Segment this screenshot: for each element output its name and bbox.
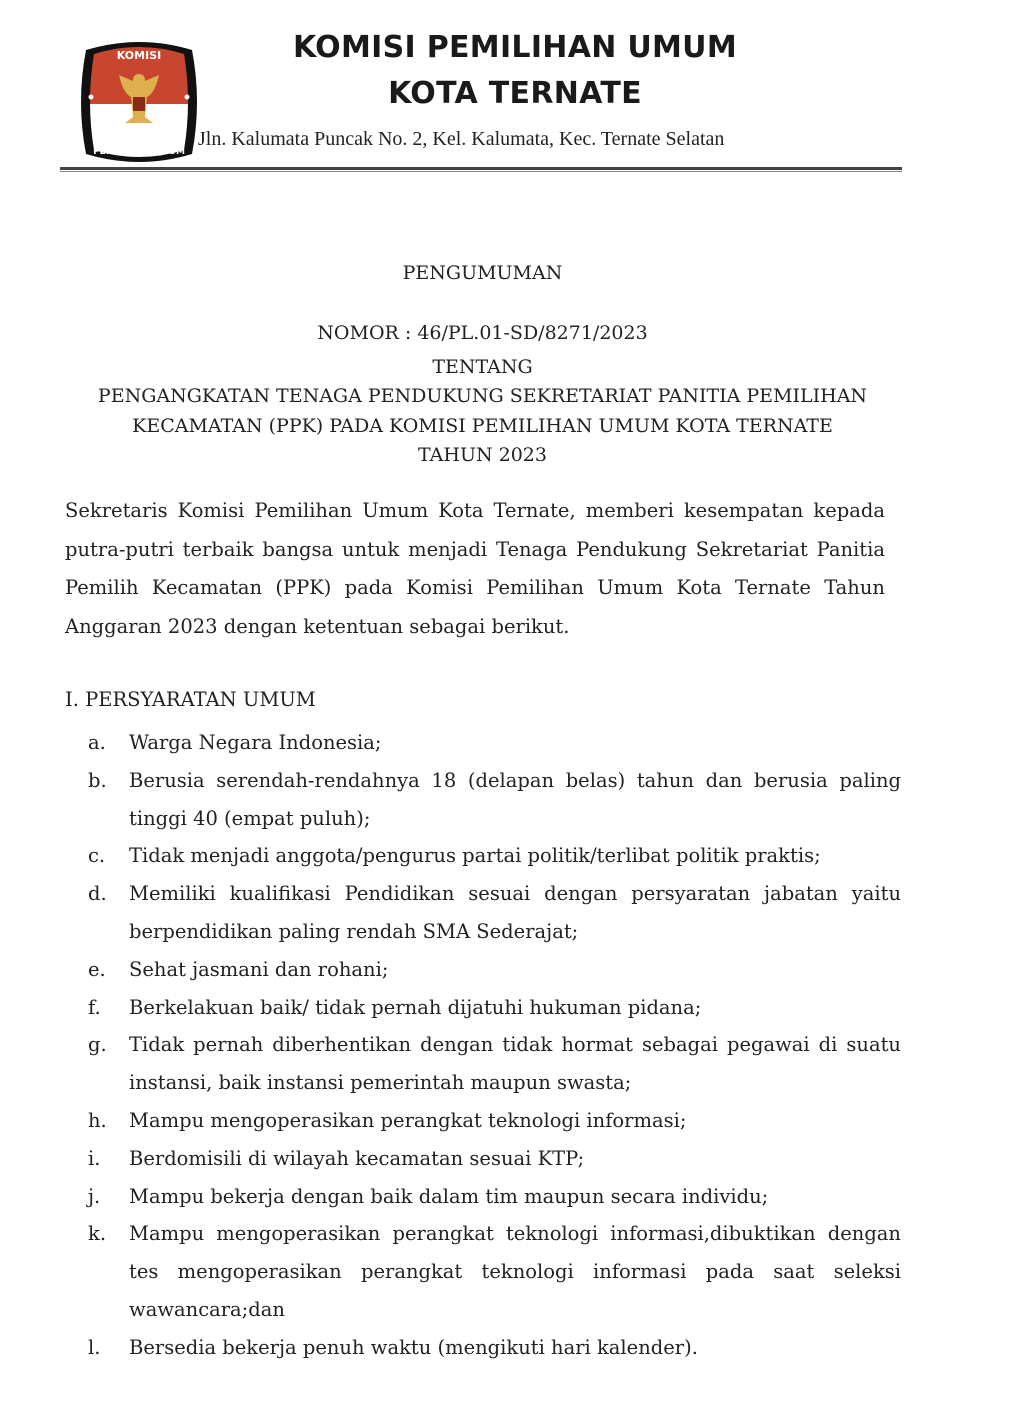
list-item <box>88 1102 901 1140</box>
doc-subject-line: KECAMATAN (PPK) PADA KOMISI PEMILIHAN UMUM KOTA TERNATE <box>132 415 833 437</box>
list-item <box>88 951 901 989</box>
item-text: Mampu bekerja dengan baik dalam tim maupun secara individu; <box>129 1184 769 1208</box>
item-label: f. <box>88 995 101 1019</box>
list-item <box>88 1215 901 1328</box>
item-label: d. <box>88 882 107 906</box>
list-item <box>88 837 901 875</box>
item-label: h. <box>88 1108 107 1132</box>
list-item <box>88 1140 901 1178</box>
intro-paragraph: Sekretaris Komisi Pemilihan Umum Kota Ternate, memberi kesempatan kepada putra-putri terbaik bangsa untuk menjadi Tenaga Pendukung Sekretariat Panitia Pemilih Kecamatan (PPK) pada Komisi Pemilihan Umum Kota Ternate Tahun Anggaran 2023 dengan ketentuan sebagai berikut. <box>65 499 885 638</box>
requirements-list <box>88 724 901 1367</box>
doc-heading: PENGUMUMAN <box>402 262 563 284</box>
list-item <box>88 762 901 838</box>
item-label: a. <box>88 731 106 754</box>
item-label: c. <box>88 844 106 868</box>
item-text: Tidak menjadi anggota/pengurus partai politik/terlibat politik praktis; <box>129 844 821 868</box>
header-divider <box>60 167 902 170</box>
list-item <box>88 1329 901 1367</box>
item-text: Mampu mengoperasikan perangkat teknologi informasi,dibuktikan dengan tes mengoperasikan perangkat teknologi informasi pada saat seleksi wawancara;dan <box>129 1222 901 1321</box>
item-text: Bersedia bekerja penuh waktu (mengikuti hari kalender). <box>129 1335 698 1359</box>
svg-text:PEMILIHAN UMUM: PEMILIHAN UMUM <box>93 147 185 157</box>
kpu-logo-icon <box>80 42 198 162</box>
item-label: i. <box>88 1146 101 1170</box>
doc-about: TENTANG <box>432 356 533 378</box>
list-item <box>88 724 901 762</box>
item-label: j. <box>88 1184 101 1208</box>
doc-subject-line: PENGANGKATAN TENAGA PENDUKUNG SEKRETARIAT PANITIA PEMILIHAN <box>97 385 868 407</box>
svg-text:KOMISI: KOMISI <box>116 49 162 62</box>
item-label: g. <box>88 1033 107 1057</box>
item-label: l. <box>88 1335 101 1359</box>
list-item <box>88 1178 901 1216</box>
org-address: Jln. Kalumata Puncak No. 2, Kel. Kalumata, Kec. Ternate Selatan <box>198 128 725 150</box>
item-label: b. <box>88 768 107 792</box>
item-text: Sehat jasmani dan rohani; <box>129 957 389 981</box>
item-text: Tidak pernah diberhentikan dengan tidak hormat sebagai pegawai di suatu instansi, baik instansi pemerintah maupun swasta; <box>129 1033 901 1095</box>
list-item <box>88 1026 901 1102</box>
doc-subject-line: TAHUN 2023 <box>418 444 547 466</box>
item-text: Memiliki kualifikasi Pendidikan sesuai dengan persyaratan jabatan yaitu berpendidikan paling rendah SMA Sederajat; <box>129 882 901 943</box>
item-text: Berkelakuan baik/ tidak pernah dijatuhi hukuman pidana; <box>129 995 702 1019</box>
item-text: Mampu mengoperasikan perangkat teknologi informasi; <box>129 1108 687 1132</box>
item-label: k. <box>88 1222 107 1246</box>
org-name: KOMISI PEMILIHAN UMUM <box>292 30 737 65</box>
item-text: Berusia serendah-rendahnya 18 (delapan belas) tahun dan berusia paling tinggi 40 (empat puluh); <box>129 768 901 830</box>
item-text: Warga Negara Indonesia; <box>129 731 382 754</box>
section-title: I. PERSYARATAN UMUM <box>65 688 316 711</box>
list-item <box>88 989 901 1027</box>
header-divider-thin <box>60 171 902 172</box>
org-city: KOTA TERNATE <box>388 76 642 111</box>
item-text: Berdomisili di wilayah kecamatan sesuai KTP; <box>129 1146 585 1170</box>
item-label: e. <box>88 957 106 981</box>
list-item <box>88 875 901 951</box>
doc-number: NOMOR : 46/PL.01-SD/8271/2023 <box>317 322 648 344</box>
